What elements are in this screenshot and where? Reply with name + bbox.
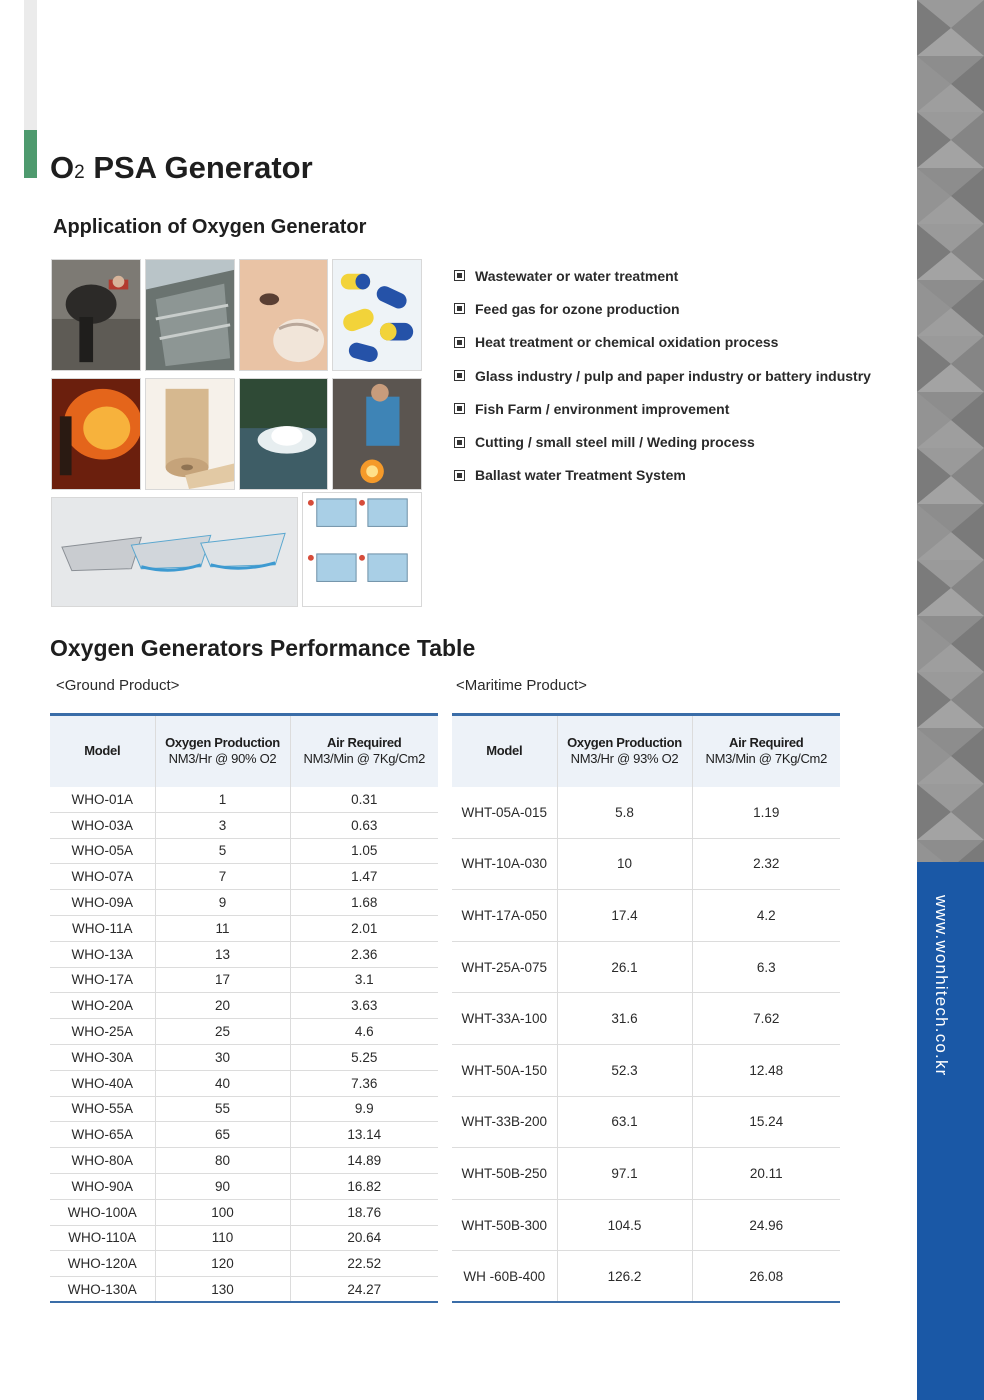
model-cell: WHO-120A: [50, 1251, 155, 1277]
ground-caption: <Ground Product>: [56, 677, 180, 694]
table-row: [50, 1173, 438, 1199]
photo-capsules: [332, 259, 422, 371]
table-row: [452, 890, 840, 942]
oxygen-production-cell: 17.4: [557, 890, 692, 942]
model-cell: WHO-100A: [50, 1199, 155, 1225]
table-row: [50, 1225, 438, 1251]
header-air-required: Air Required NM3/Min @ 7Kg/Cm2: [290, 715, 438, 787]
air-required-cell: 22.52: [290, 1251, 438, 1277]
air-required-cell: 24.27: [290, 1277, 438, 1303]
oxygen-production-cell: 100: [155, 1199, 290, 1225]
header-air-required: Air Required NM3/Min @ 7Kg/Cm2: [692, 715, 840, 787]
photo-wastewater-worker: [51, 259, 141, 371]
photo-furnace-heat: [51, 378, 141, 490]
header-oxygen-production: Oxygen Production NM3/Hr @ 93% O2: [557, 715, 692, 787]
photo-paper-rolls: [145, 378, 235, 490]
photo-fish-farm-aerator: [239, 378, 328, 490]
square-bullet-icon: [454, 470, 465, 481]
air-required-cell: 1.68: [290, 890, 438, 916]
list-item: Cutting / small steel mill / Weding process: [454, 425, 871, 458]
air-required-cell: 9.9: [290, 1096, 438, 1122]
application-list: [454, 259, 871, 492]
website-url[interactable]: www.wonhitech.co.kr: [932, 895, 951, 1077]
air-required-cell: 3.63: [290, 993, 438, 1019]
air-required-cell: 16.82: [290, 1173, 438, 1199]
table-row: [50, 812, 438, 838]
air-required-cell: 4.6: [290, 1019, 438, 1045]
oxygen-production-cell: 65: [155, 1122, 290, 1148]
model-cell: WHT-33B-200: [452, 1096, 557, 1148]
table-row: [452, 838, 840, 890]
air-required-cell: 20.11: [692, 1148, 840, 1200]
oxygen-production-cell: 9: [155, 890, 290, 916]
air-required-cell: 14.89: [290, 1148, 438, 1174]
table-row: [50, 967, 438, 993]
model-cell: WHT-50A-150: [452, 1044, 557, 1096]
table-row: [50, 1251, 438, 1277]
square-bullet-icon: [454, 337, 465, 348]
table-row: [50, 864, 438, 890]
table-row: [50, 1122, 438, 1148]
model-cell: WH -60B-400: [452, 1251, 557, 1303]
model-cell: WHO-55A: [50, 1096, 155, 1122]
oxygen-production-cell: 11: [155, 915, 290, 941]
table-row: [50, 1044, 438, 1070]
square-bullet-icon: [454, 403, 465, 414]
table-row: [50, 941, 438, 967]
applications-title: Application of Oxygen Generator: [53, 216, 367, 238]
air-required-cell: 4.2: [692, 890, 840, 942]
model-cell: WHO-09A: [50, 890, 155, 916]
list-item: Fish Farm / environment improvement: [454, 392, 871, 425]
photo-ballast-ship-diagram: [51, 497, 298, 607]
model-cell: WHO-90A: [50, 1173, 155, 1199]
oxygen-production-cell: 13: [155, 941, 290, 967]
model-cell: WHO-110A: [50, 1225, 155, 1251]
air-required-cell: 3.1: [290, 967, 438, 993]
air-required-cell: 20.64: [290, 1225, 438, 1251]
performance-title: Oxygen Generators Performance Table: [50, 635, 476, 661]
air-required-cell: 13.14: [290, 1122, 438, 1148]
air-required-cell: 0.63: [290, 812, 438, 838]
oxygen-production-cell: 90: [155, 1173, 290, 1199]
air-required-cell: 24.96: [692, 1199, 840, 1251]
table-row: [50, 838, 438, 864]
table-row: [50, 1199, 438, 1225]
oxygen-production-cell: 5: [155, 838, 290, 864]
table-row: [50, 915, 438, 941]
square-bullet-icon: [454, 270, 465, 281]
oxygen-production-cell: 40: [155, 1070, 290, 1096]
ground-performance-table: [50, 713, 438, 1303]
oxygen-production-cell: 26.1: [557, 941, 692, 993]
model-cell: WHO-07A: [50, 864, 155, 890]
table-row: [50, 787, 438, 813]
list-item: Heat treatment or chemical oxidation process: [454, 326, 871, 359]
header-model: Model: [452, 715, 557, 787]
table-header-row: [50, 715, 438, 787]
oxygen-production-cell: 17: [155, 967, 290, 993]
oxygen-production-cell: 1: [155, 787, 290, 813]
oxygen-production-cell: 10: [557, 838, 692, 890]
air-required-cell: 26.08: [692, 1251, 840, 1303]
table-row: [452, 1251, 840, 1303]
model-cell: WHT-50B-250: [452, 1148, 557, 1200]
square-bullet-icon: [454, 303, 465, 314]
model-cell: WHT-33A-100: [452, 993, 557, 1045]
oxygen-production-cell: 126.2: [557, 1251, 692, 1303]
model-cell: WHT-10A-030: [452, 838, 557, 890]
oxygen-production-cell: 20: [155, 993, 290, 1019]
table-row: [50, 993, 438, 1019]
air-required-cell: 1.19: [692, 787, 840, 839]
model-cell: WHO-80A: [50, 1148, 155, 1174]
model-cell: WHO-13A: [50, 941, 155, 967]
oxygen-production-cell: 130: [155, 1277, 290, 1303]
photo-oxygen-mask-face: [239, 259, 328, 371]
oxygen-production-cell: 97.1: [557, 1148, 692, 1200]
photo-water-treatment-basin: [145, 259, 235, 371]
table-header-row: [452, 715, 840, 787]
table-row: [452, 1096, 840, 1148]
table-row: [452, 1148, 840, 1200]
air-required-cell: 2.32: [692, 838, 840, 890]
oxygen-production-cell: 120: [155, 1251, 290, 1277]
square-bullet-icon: [454, 437, 465, 448]
air-required-cell: 7.62: [692, 993, 840, 1045]
table-row: [50, 1096, 438, 1122]
air-required-cell: 6.3: [692, 941, 840, 993]
oxygen-production-cell: 55: [155, 1096, 290, 1122]
model-cell: WHT-25A-075: [452, 941, 557, 993]
square-bullet-icon: [454, 370, 465, 381]
oxygen-production-cell: 63.1: [557, 1096, 692, 1148]
oxygen-production-cell: 110: [155, 1225, 290, 1251]
model-cell: WHO-30A: [50, 1044, 155, 1070]
model-cell: WHO-17A: [50, 967, 155, 993]
table-row: [50, 1070, 438, 1096]
air-required-cell: 2.01: [290, 915, 438, 941]
list-item: Glass industry / pulp and paper industry or battery industry: [454, 359, 871, 392]
page-title: O2 PSA Generator: [50, 150, 313, 185]
table-row: [452, 787, 840, 839]
table-row: [452, 1044, 840, 1096]
air-required-cell: 5.25: [290, 1044, 438, 1070]
air-required-cell: 7.36: [290, 1070, 438, 1096]
table-row: [50, 1019, 438, 1045]
list-item: Ballast water Treatment System: [454, 459, 871, 492]
left-margin-strip: [24, 0, 37, 130]
model-cell: WHT-50B-300: [452, 1199, 557, 1251]
table-row: [50, 890, 438, 916]
model-cell: WHO-20A: [50, 993, 155, 1019]
air-required-cell: 2.36: [290, 941, 438, 967]
list-item: Feed gas for ozone production: [454, 292, 871, 325]
model-cell: WHO-11A: [50, 915, 155, 941]
title-accent-bar: [24, 130, 37, 178]
oxygen-production-cell: 5.8: [557, 787, 692, 839]
oxygen-production-cell: 3: [155, 812, 290, 838]
model-cell: WHO-05A: [50, 838, 155, 864]
oxygen-production-cell: 80: [155, 1148, 290, 1174]
air-required-cell: 12.48: [692, 1044, 840, 1096]
model-cell: WHO-01A: [50, 787, 155, 813]
model-cell: WHO-40A: [50, 1070, 155, 1096]
model-cell: WHO-130A: [50, 1277, 155, 1303]
sidebar-triangle-pattern: [917, 0, 984, 862]
table-row: [452, 1199, 840, 1251]
oxygen-production-cell: 7: [155, 864, 290, 890]
maritime-caption: <Maritime Product>: [456, 677, 587, 694]
model-cell: WHO-25A: [50, 1019, 155, 1045]
maritime-performance-table: [452, 713, 840, 1303]
oxygen-production-cell: 31.6: [557, 993, 692, 1045]
model-cell: WHT-05A-015: [452, 787, 557, 839]
photo-ballast-process-diagram: [302, 492, 422, 607]
oxygen-production-cell: 30: [155, 1044, 290, 1070]
air-required-cell: 1.05: [290, 838, 438, 864]
table-row: [50, 1148, 438, 1174]
table-row: [452, 941, 840, 993]
photo-glass-worker: [332, 378, 422, 490]
header-oxygen-production: Oxygen Production NM3/Hr @ 90% O2: [155, 715, 290, 787]
list-item: Wastewater or water treatment: [454, 259, 871, 292]
header-model: Model: [50, 715, 155, 787]
air-required-cell: 0.31: [290, 787, 438, 813]
oxygen-production-cell: 104.5: [557, 1199, 692, 1251]
oxygen-production-cell: 25: [155, 1019, 290, 1045]
air-required-cell: 18.76: [290, 1199, 438, 1225]
air-required-cell: 1.47: [290, 864, 438, 890]
oxygen-production-cell: 52.3: [557, 1044, 692, 1096]
model-cell: WHO-03A: [50, 812, 155, 838]
model-cell: WHT-17A-050: [452, 890, 557, 942]
model-cell: WHO-65A: [50, 1122, 155, 1148]
table-row: [452, 993, 840, 1045]
table-row: [50, 1277, 438, 1303]
air-required-cell: 15.24: [692, 1096, 840, 1148]
